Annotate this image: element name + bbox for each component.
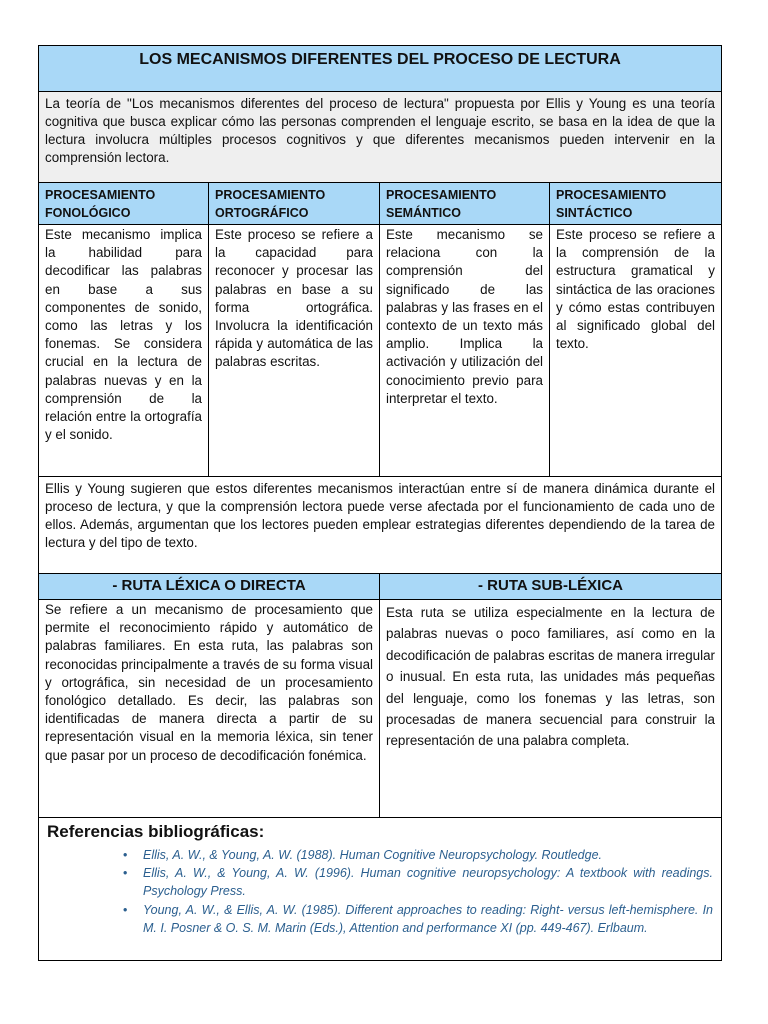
process-heading-syntactic: PROCESAMIENTO SINTÁCTICO <box>550 183 721 225</box>
references-section <box>39 818 721 937</box>
route-heading-sublexical: - RUTA SUB-LÉXICA <box>380 574 721 600</box>
references-list <box>47 846 713 937</box>
document-sheet <box>38 45 722 961</box>
route-heading-lexical: - RUTA LÉXICA O DIRECTA <box>39 574 380 600</box>
route-text-sublexical: Esta ruta se utiliza especialmente en la lectura de palabras nuevas o poco familiares, así como en la decodificación de palabras escritas de manera irregular o inusual. En esta ruta, las unidades más pequeñas del lenguaje, como los fonemas y las letras, son procesadas de manera secuencial para construir la representación de una palabra completa. <box>380 600 721 818</box>
reference-text: Young, A. W., & Ellis, A. W. (1985). Different approaches to reading: Right- versus left-hemisphere. In M. I. Posner & O. S. M. Marin (Eds.), Attention and performance XI (pp. 449-467). Erlbaum. <box>143 902 713 935</box>
process-heading-orthographic: PROCESAMIENTO ORTOGRÁFICO <box>209 183 380 225</box>
references-heading: Referencias bibliográficas: <box>47 822 265 841</box>
process-text-orthographic: Este proceso se refiere a la capacidad para reconocer y procesar las palabras en base a su forma ortográfica. Involucra la identificación rápida y automática de las palabras escritas. <box>209 225 380 477</box>
processes-table <box>39 183 721 477</box>
reference-item <box>123 846 713 864</box>
process-text-phonological: Este mecanismo implica la habilidad para decodificar las palabras en base a sus componentes de sonido, como las letras y los fonemas. Se considera crucial en la lectura de palabras nuevas y en la comprensión de la relación entre la ortografía y el sonido. <box>39 225 209 477</box>
routes-table <box>39 574 721 818</box>
reference-item <box>123 864 713 900</box>
reference-text: Ellis, A. W., & Young, A. W. (1988). Human Cognitive Neuropsychology. Routledge. <box>143 848 603 862</box>
interaction-paragraph: Ellis y Young sugieren que estos diferentes mecanismos interactúan entre sí de manera dinámica durante el proceso de lectura, y que la comprensión lectora puede verse afectada por el funcionamiento de cada uno de ellos. Además, argumentan que los lectores pueden emplear estrategias diferentes dependiendo de la tarea de lectura y del tipo de texto. <box>39 477 721 574</box>
process-heading-phonological: PROCESAMIENTO FONOLÓGICO <box>39 183 209 225</box>
intro-paragraph: La teoría de "Los mecanismos diferentes del proceso de lectura" propuesta por Ellis y Young es una teoría cognitiva que busca explicar cómo las personas comprenden el lenguaje escrito, se basa en la idea de que la lectura involucra múltiples procesos cognitivos y que diferentes mecanismos pueden intervenir en la comprensión lectora. <box>39 92 721 183</box>
reference-item <box>123 901 713 937</box>
process-text-syntactic: Este proceso se refiere a la comprensión de la estructura gramatical y sintáctica de las oraciones y cómo estas contribuyen al significado global del texto. <box>550 225 721 477</box>
process-text-semantic: Este mecanismo se relaciona con la comprensión del significado de las palabras y las frases en el contexto de un texto más amplio. Implica la activación y utilización del conocimiento previo para interpretar el texto. <box>380 225 550 477</box>
bullet-icon: • <box>123 848 128 862</box>
bullet-icon: • <box>123 902 128 917</box>
reference-text: Ellis, A. W., & Young, A. W. (1996). Human cognitive neuropsychology: A textbook with readings. Psychology Press. <box>143 866 713 899</box>
bullet-icon: • <box>123 866 128 881</box>
route-text-lexical: Se refiere a un mecanismo de procesamiento que permite el reconocimiento rápido y automático de palabras familiares. En esta ruta, las palabras son reconocidas principalmente a través de su forma visual y ortográfica, sin necesidad de un procesamiento fonológico detallado. Es decir, las palabras son identificadas de manera directa a partir de su representación visual en la memoria léxica, sin tener que pasar por un proceso de decodificación fonémica. <box>39 600 380 818</box>
process-heading-semantic: PROCESAMIENTO SEMÁNTICO <box>380 183 550 225</box>
document-title: LOS MECANISMOS DIFERENTES DEL PROCESO DE LECTURA <box>39 46 721 92</box>
